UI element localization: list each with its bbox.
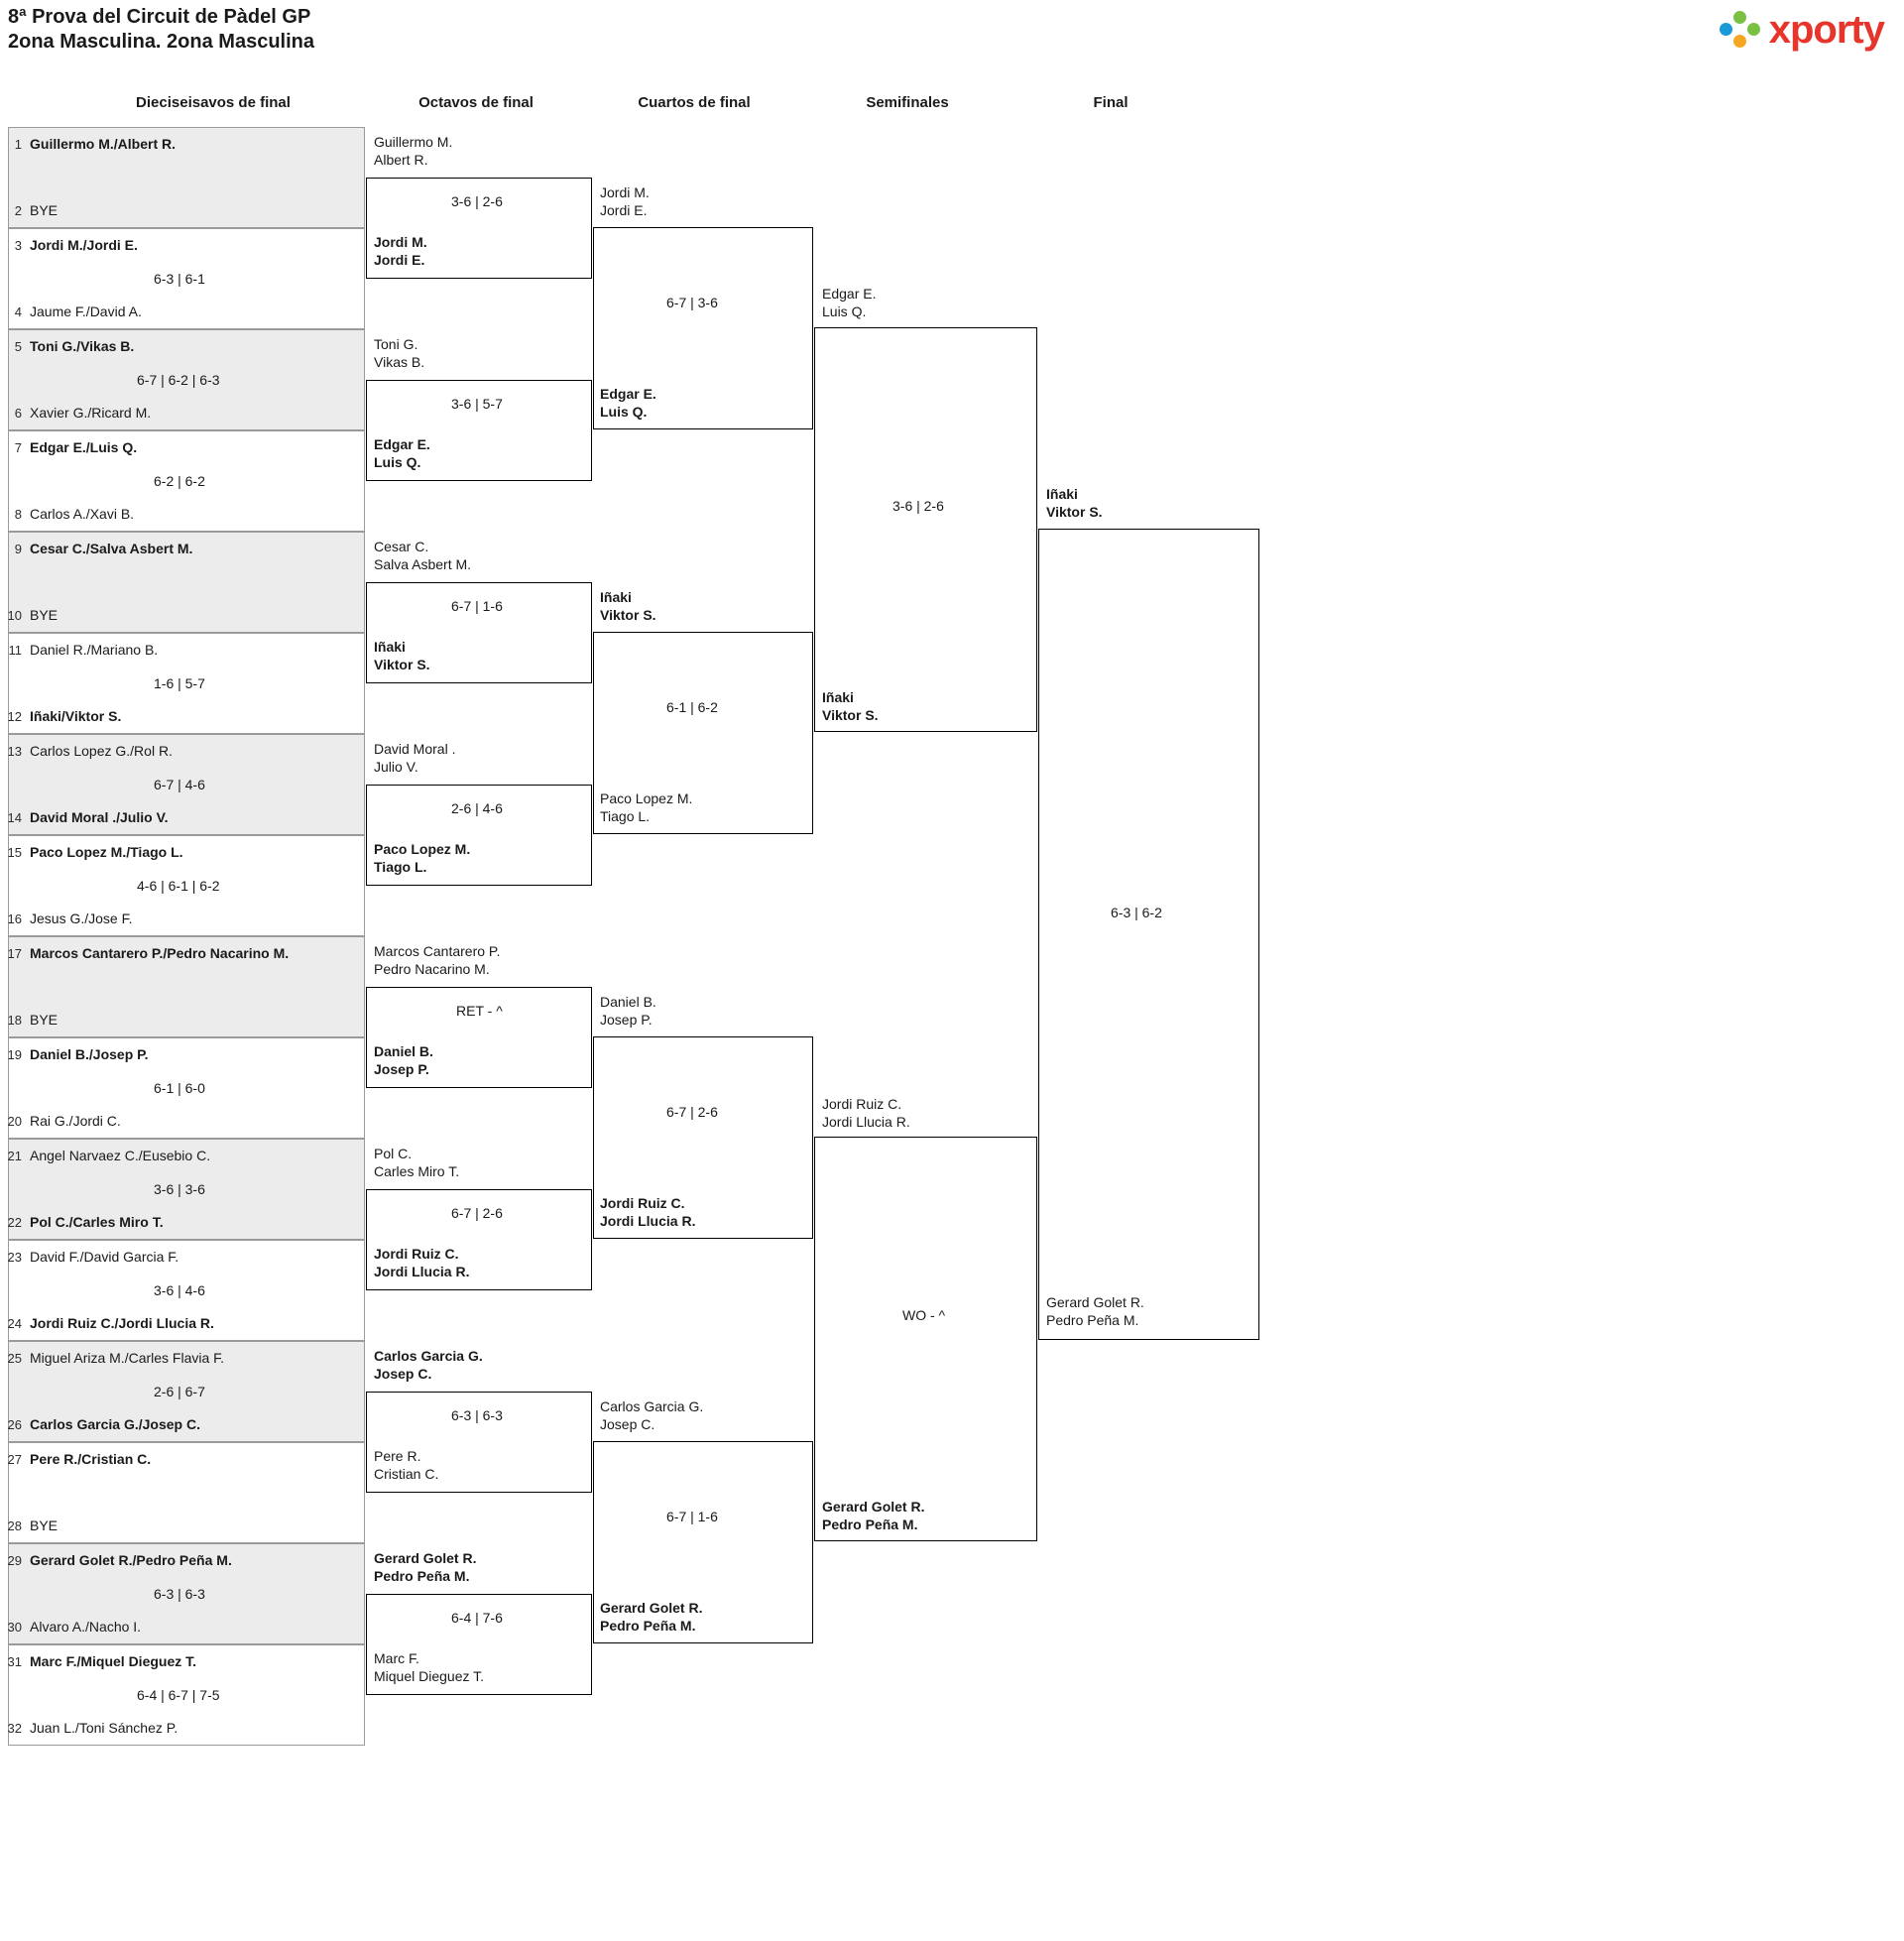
r2-team-6 xyxy=(374,639,430,673)
r3-team-5 xyxy=(600,994,656,1029)
r2-team-2 xyxy=(374,234,427,269)
r4-team-3 xyxy=(822,1096,910,1131)
r4-match-2[interactable] xyxy=(814,1137,1037,1541)
r4-team-2-line2: Viktor S. xyxy=(822,706,879,723)
r3-team-1-line1: Jordi M. xyxy=(600,184,650,200)
r1-seed-24: 24 xyxy=(7,1316,22,1331)
r1-score-16: 6-4 | 6-7 | 7-5 xyxy=(137,1687,220,1703)
r5-team-2-line1: Gerard Golet R. xyxy=(1046,1294,1144,1310)
r1-score-12: 3-6 | 4-6 xyxy=(154,1282,205,1298)
round-header-4: Semifinales xyxy=(866,94,949,111)
r1-player-7: Edgar E./Luis Q. xyxy=(30,439,138,455)
r1-seed-17: 17 xyxy=(7,946,22,961)
title-line-2: 2ona Masculina. 2ona Masculina xyxy=(8,31,314,53)
r3-score-4: 6-7 | 1-6 xyxy=(666,1509,718,1524)
r2-team-8 xyxy=(374,841,470,876)
r1-player-19: Daniel B./Josep P. xyxy=(30,1046,149,1062)
r2-team-1-line1: Guillermo M. xyxy=(374,134,453,150)
r1-score-2: 6-3 | 6-1 xyxy=(154,271,205,287)
r3-team-1-line2: Jordi E. xyxy=(600,201,648,218)
r2-team-10-line2: Josep P. xyxy=(374,1060,429,1077)
r4-team-1 xyxy=(822,286,876,320)
r1-player-27: Pere R./Cristian C. xyxy=(30,1451,152,1467)
r3-team-7 xyxy=(600,1398,703,1433)
r2-team-13-line2: Josep C. xyxy=(374,1365,432,1382)
r1-score-7: 6-7 | 4-6 xyxy=(154,777,205,792)
r2-team-13 xyxy=(374,1348,483,1383)
r1-score-3: 6-7 | 6-2 | 6-3 xyxy=(137,372,220,388)
r1-player-6: Xavier G./Ricard M. xyxy=(30,405,152,421)
r1-seed-13: 13 xyxy=(7,744,22,759)
r2-team-11-line2: Carles Miro T. xyxy=(374,1162,460,1179)
r1-seed-4: 4 xyxy=(14,304,22,319)
r4-team-2 xyxy=(822,689,879,724)
r1-seed-31: 31 xyxy=(7,1654,22,1669)
r2-team-12-line2: Jordi Llucia R. xyxy=(374,1263,470,1279)
r2-score-4: 2-6 | 4-6 xyxy=(451,800,503,816)
r2-team-16 xyxy=(374,1650,484,1685)
r4-team-1-line2: Luis Q. xyxy=(822,303,867,319)
r1-seed-19: 19 xyxy=(7,1047,22,1062)
r1-player-10: BYE xyxy=(30,607,59,623)
r1-player-3: Jordi M./Jordi E. xyxy=(30,237,138,253)
r1-player-13: Carlos Lopez G./Rol R. xyxy=(30,743,173,759)
r3-team-3-line1: Iñaki xyxy=(600,589,632,605)
r2-team-13-line1: Carlos Garcia G. xyxy=(374,1348,483,1364)
r4-team-1-line1: Edgar E. xyxy=(822,286,877,302)
r1-player-30: Alvaro A./Nacho I. xyxy=(30,1619,142,1635)
title-line-1: 8ª Prova del Circuit de Pàdel GP xyxy=(8,6,311,28)
r2-team-5 xyxy=(374,539,471,573)
r1-score-15: 6-3 | 6-3 xyxy=(154,1586,205,1602)
r1-seed-6: 6 xyxy=(14,406,22,421)
r4-team-4 xyxy=(822,1499,924,1533)
r3-team-2-line1: Edgar E. xyxy=(600,386,656,402)
r3-team-3 xyxy=(600,589,656,624)
r1-player-11: Daniel R./Mariano B. xyxy=(30,642,159,658)
r1-seed-10: 10 xyxy=(7,608,22,623)
r5-team-1 xyxy=(1046,486,1103,521)
round-header-1: Dieciseisavos de final xyxy=(136,94,291,111)
r1-seed-14: 14 xyxy=(7,810,22,825)
r1-seed-16: 16 xyxy=(7,911,22,926)
r1-seed-21: 21 xyxy=(7,1149,22,1163)
r4-team-3-line2: Jordi Llucia R. xyxy=(822,1113,910,1130)
r1-player-2: BYE xyxy=(30,202,59,218)
r1-seed-18: 18 xyxy=(7,1013,22,1028)
round-header-5: Final xyxy=(1093,94,1129,111)
r2-team-10-line1: Daniel B. xyxy=(374,1043,433,1059)
r2-team-6-line2: Viktor S. xyxy=(374,656,430,672)
round-header-3: Cuartos de final xyxy=(638,94,751,111)
r2-team-8-line1: Paco Lopez M. xyxy=(374,841,471,857)
r2-team-3-line1: Toni G. xyxy=(374,336,418,352)
r3-team-5-line2: Josep P. xyxy=(600,1011,653,1028)
r2-score-6: 6-7 | 2-6 xyxy=(451,1205,503,1221)
r1-score-8: 4-6 | 6-1 | 6-2 xyxy=(137,878,220,894)
logo-wordmark: xporty xyxy=(1768,8,1884,52)
r2-team-2-line1: Jordi M. xyxy=(374,234,427,250)
xporty-logo[interactable] xyxy=(1720,8,1884,53)
r3-team-6 xyxy=(600,1195,695,1230)
r1-seed-12: 12 xyxy=(7,709,22,724)
r1-player-31: Marc F./Miquel Dieguez T. xyxy=(30,1653,197,1669)
tournament-title xyxy=(8,5,314,55)
r1-player-21: Angel Narvaez C./Eusebio C. xyxy=(30,1148,211,1163)
r3-score-2: 6-1 | 6-2 xyxy=(666,699,718,715)
r5-score-1: 6-3 | 6-2 xyxy=(1111,905,1162,920)
r1-player-20: Rai G./Jordi C. xyxy=(30,1113,121,1129)
r1-player-23: David F./David Garcia F. xyxy=(30,1249,179,1265)
r1-player-25: Miguel Ariza M./Carles Flavia F. xyxy=(30,1350,225,1366)
r5-team-1-line1: Iñaki xyxy=(1046,486,1078,502)
r2-team-4-line2: Luis Q. xyxy=(374,453,421,470)
r2-team-15-line1: Gerard Golet R. xyxy=(374,1550,477,1566)
r4-team-2-line1: Iñaki xyxy=(822,689,854,705)
r2-team-2-line2: Jordi E. xyxy=(374,251,425,268)
r3-score-1: 6-7 | 3-6 xyxy=(666,295,718,310)
r1-player-8: Carlos A./Xavi B. xyxy=(30,506,135,522)
r2-team-5-line1: Cesar C. xyxy=(374,539,429,554)
r1-player-22: Pol C./Carles Miro T. xyxy=(30,1214,164,1230)
r2-team-8-line2: Tiago L. xyxy=(374,858,427,875)
r2-score-7: 6-3 | 6-3 xyxy=(451,1407,503,1423)
r5-team-1-line2: Viktor S. xyxy=(1046,503,1103,520)
r1-player-12: Iñaki/Viktor S. xyxy=(30,708,122,724)
r3-team-8-line1: Gerard Golet R. xyxy=(600,1600,703,1616)
r3-team-6-line2: Jordi Llucia R. xyxy=(600,1212,696,1229)
r4-score-2: WO - ^ xyxy=(902,1307,946,1323)
r1-seed-5: 5 xyxy=(14,339,22,354)
r3-team-2 xyxy=(600,386,656,421)
r2-team-3-line2: Vikas B. xyxy=(374,353,425,370)
r3-team-7-line1: Carlos Garcia G. xyxy=(600,1398,704,1414)
r2-team-9 xyxy=(374,943,500,978)
r1-seed-8: 8 xyxy=(14,507,22,522)
r2-team-1 xyxy=(374,134,452,169)
r1-seed-26: 26 xyxy=(7,1417,22,1432)
r2-team-4-line1: Edgar E. xyxy=(374,436,430,452)
r2-team-15 xyxy=(374,1550,476,1585)
r5-match-1[interactable] xyxy=(1038,529,1259,1340)
r3-team-5-line1: Daniel B. xyxy=(600,994,656,1010)
r3-team-3-line2: Viktor S. xyxy=(600,606,656,623)
r3-team-6-line1: Jordi Ruiz C. xyxy=(600,1195,685,1211)
r2-team-6-line1: Iñaki xyxy=(374,639,406,655)
r1-player-14: David Moral ./Julio V. xyxy=(30,809,169,825)
r1-player-1: Guillermo M./Albert R. xyxy=(30,136,177,152)
r4-score-1: 3-6 | 2-6 xyxy=(892,498,944,514)
r2-team-12 xyxy=(374,1246,469,1280)
r1-player-18: BYE xyxy=(30,1012,59,1028)
r1-player-17: Marcos Cantarero P./Pedro Nacarino M. xyxy=(30,945,290,961)
r1-score-11: 3-6 | 3-6 xyxy=(154,1181,205,1197)
r5-team-2-line2: Pedro Peña M. xyxy=(1046,1311,1139,1328)
r1-player-9: Cesar C./Salva Asbert M. xyxy=(30,541,193,556)
r2-score-1: 3-6 | 2-6 xyxy=(451,193,503,209)
r3-team-4-line2: Tiago L. xyxy=(600,807,651,824)
r2-score-3: 6-7 | 1-6 xyxy=(451,598,503,614)
r1-player-29: Gerard Golet R./Pedro Peña M. xyxy=(30,1552,232,1568)
r2-team-16-line2: Miquel Dieguez T. xyxy=(374,1667,485,1684)
r1-seed-20: 20 xyxy=(7,1114,22,1129)
r1-score-13: 2-6 | 6-7 xyxy=(154,1384,205,1399)
r3-score-3: 6-7 | 2-6 xyxy=(666,1104,718,1120)
r2-team-7 xyxy=(374,741,455,776)
r1-score-6: 1-6 | 5-7 xyxy=(154,675,205,691)
r1-player-16: Jesus G./Jose F. xyxy=(30,910,133,926)
r1-player-5: Toni G./Vikas B. xyxy=(30,338,135,354)
r4-team-4-line2: Pedro Peña M. xyxy=(822,1516,918,1532)
r1-player-24: Jordi Ruiz C./Jordi Llucia R. xyxy=(30,1315,214,1331)
r2-team-14 xyxy=(374,1448,438,1483)
r2-team-3 xyxy=(374,336,424,371)
r1-seed-3: 3 xyxy=(14,238,22,253)
r1-player-15: Paco Lopez M./Tiago L. xyxy=(30,844,183,860)
r1-player-28: BYE xyxy=(30,1517,59,1533)
r2-team-14-line1: Pere R. xyxy=(374,1448,421,1464)
r3-team-8-line2: Pedro Peña M. xyxy=(600,1617,696,1634)
r2-team-15-line2: Pedro Peña M. xyxy=(374,1567,470,1584)
r2-team-1-line2: Albert R. xyxy=(374,151,428,168)
r4-match-1[interactable] xyxy=(814,327,1037,732)
r5-team-2 xyxy=(1046,1294,1144,1329)
r2-team-7-line1: David Moral . xyxy=(374,741,456,757)
r2-score-8: 6-4 | 7-6 xyxy=(451,1610,503,1626)
r1-seed-30: 30 xyxy=(7,1620,22,1635)
logo-dots-icon xyxy=(1720,9,1763,53)
r1-score-10: 6-1 | 6-0 xyxy=(154,1080,205,1096)
r2-team-9-line1: Marcos Cantarero P. xyxy=(374,943,501,959)
r1-score-4: 6-2 | 6-2 xyxy=(154,473,205,489)
r2-team-11 xyxy=(374,1146,459,1180)
r3-team-8 xyxy=(600,1600,702,1635)
r2-team-12-line1: Jordi Ruiz C. xyxy=(374,1246,459,1262)
r1-seed-25: 25 xyxy=(7,1351,22,1366)
r3-team-1 xyxy=(600,184,650,219)
r4-team-4-line1: Gerard Golet R. xyxy=(822,1499,925,1515)
r2-team-5-line2: Salva Asbert M. xyxy=(374,555,472,572)
r1-seed-1: 1 xyxy=(14,137,22,152)
r1-seed-29: 29 xyxy=(7,1553,22,1568)
round-header-2: Octavos de final xyxy=(418,94,534,111)
r2-team-10 xyxy=(374,1043,433,1078)
r1-seed-32: 32 xyxy=(7,1721,22,1736)
r1-seed-11: 11 xyxy=(8,643,22,658)
r3-team-2-line2: Luis Q. xyxy=(600,403,648,420)
r2-team-7-line2: Julio V. xyxy=(374,758,418,775)
r1-player-4: Jaume F./David A. xyxy=(30,303,142,319)
r1-seed-22: 22 xyxy=(7,1215,22,1230)
r1-seed-2: 2 xyxy=(14,203,22,218)
r1-player-32: Juan L./Toni Sánchez P. xyxy=(30,1720,178,1736)
r3-team-7-line2: Josep C. xyxy=(600,1415,655,1432)
r2-team-14-line2: Cristian C. xyxy=(374,1465,439,1482)
r2-score-2: 3-6 | 5-7 xyxy=(451,396,503,412)
r2-team-9-line2: Pedro Nacarino M. xyxy=(374,960,490,977)
r2-team-11-line1: Pol C. xyxy=(374,1146,413,1161)
r2-team-16-line1: Marc F. xyxy=(374,1650,419,1666)
r1-player-26: Carlos Garcia G./Josep C. xyxy=(30,1416,200,1432)
r4-team-3-line1: Jordi Ruiz C. xyxy=(822,1096,902,1112)
r1-seed-7: 7 xyxy=(14,440,22,455)
r1-seed-28: 28 xyxy=(7,1518,22,1533)
r1-seed-23: 23 xyxy=(7,1250,22,1265)
r2-team-4 xyxy=(374,436,430,471)
r1-seed-15: 15 xyxy=(7,845,22,860)
r1-seed-9: 9 xyxy=(14,542,22,556)
r3-team-4-line1: Paco Lopez M. xyxy=(600,790,693,806)
r1-seed-27: 27 xyxy=(7,1452,22,1467)
r3-team-4 xyxy=(600,790,692,825)
r2-score-5: RET - ^ xyxy=(456,1003,503,1019)
